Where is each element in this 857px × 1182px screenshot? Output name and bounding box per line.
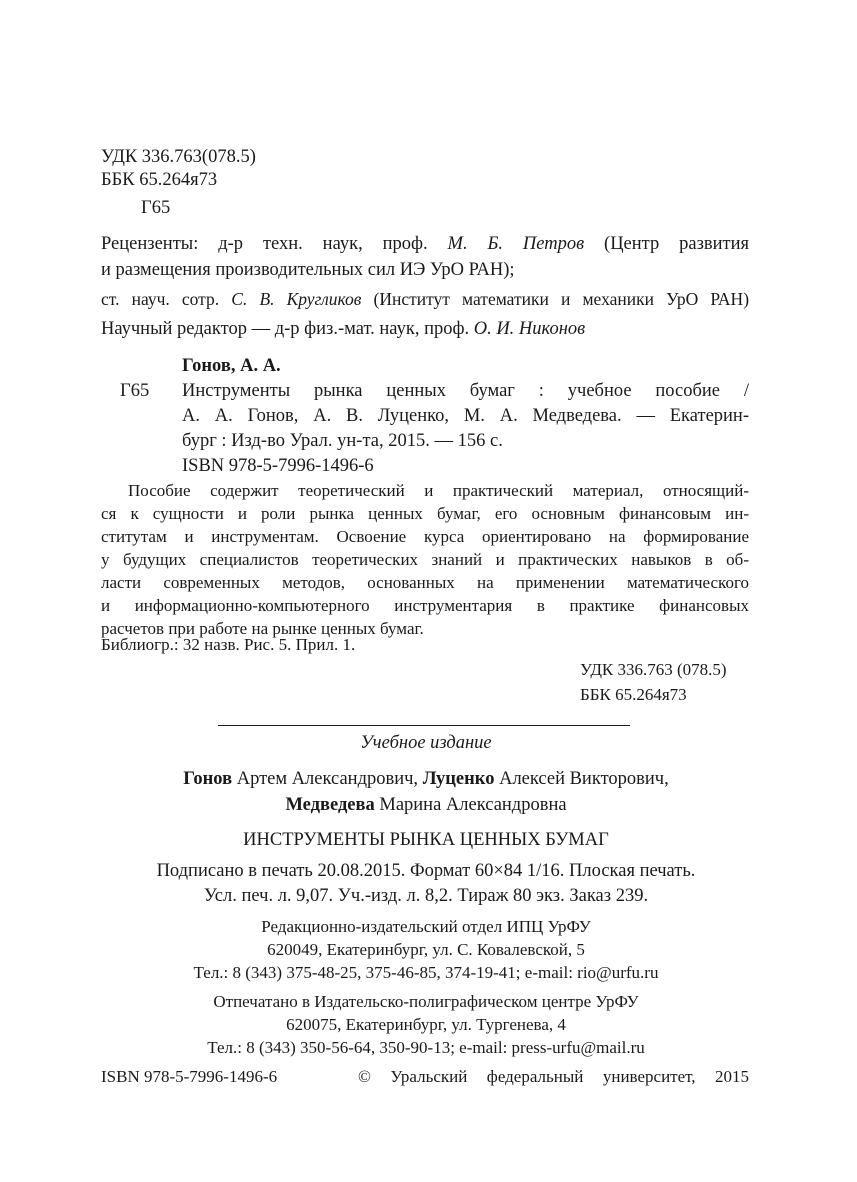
author-1-surname: Гонов xyxy=(183,769,233,789)
udk-code-right: УДК 336.763 (078.5) xyxy=(580,660,727,679)
author-mark: Г65 xyxy=(141,198,171,218)
footer-copyright: © Уральский федеральный университет, 2015 xyxy=(358,1067,749,1086)
book-title: ИНСТРУМЕНТЫ РЫНКА ЦЕННЫХ БУМАГ xyxy=(243,830,609,850)
printer-line-1: Отпечатано в Издательско-полиграфическом центре УрФУ xyxy=(213,992,639,1011)
entry-author: Гонов, А. А. xyxy=(182,356,281,376)
publisher-line-2: 620049, Екатеринбург, ул. С. Ковалевской, 5 xyxy=(267,940,585,959)
abstract-line-7: расчетов при работе на рынке ценных бумаг. xyxy=(101,619,424,638)
reviewers-line-1: Рецензенты: д-р техн. наук, проф. М. Б. Петров (Центр развития xyxy=(101,234,750,254)
editor-name: О. И. Никонов xyxy=(473,319,586,339)
footer-isbn: ISBN 978-5-7996-1496-6 xyxy=(101,1067,278,1086)
printer-line-2: 620075, Екатеринбург, ул. Тургенева, 4 xyxy=(286,1015,566,1034)
bbk-code-right: ББК 65.264я73 xyxy=(580,685,687,704)
udk-code: УДК 336.763(078.5) xyxy=(101,147,256,167)
authors-line-1: Гонов Артем Александрович, Луценко Алексей Викторович, xyxy=(183,769,669,789)
entry-title-line-3: бург : Изд-во Урал. ун-та, 2015. — 156 с. xyxy=(182,431,503,451)
reviewer-name-1: М. Б. Петров xyxy=(447,234,585,254)
bibliography-note: Библиогр.: 32 назв. Рис. 5. Прил. 1. xyxy=(101,635,356,654)
abstract-line-3: ститутам и инструментам. Освоение курса ориентировано на формирование xyxy=(101,527,749,546)
divider-rule xyxy=(218,725,630,726)
print-info-line-2: Усл. печ. л. 9,07. Уч.-изд. л. 8,2. Тираж 80 экз. Заказ 239. xyxy=(203,886,649,906)
reviewers-line-3: ст. науч. сотр. С. В. Кругликов (Институт математики и механики УрО РАН) xyxy=(101,289,750,309)
scientific-editor: Научный редактор — д-р физ.-мат. наук, проф. О. И. Никонов xyxy=(101,319,586,339)
author-3-surname: Медведева xyxy=(285,795,375,815)
entry-title-line-2: А. А. Гонов, А. В. Луценко, М. А. Медведева. — Екатерин- xyxy=(182,406,749,426)
publisher-line-3: Тел.: 8 (343) 375-48-25, 375-46-85, 374-19-41; e-mail: rio@urfu.ru xyxy=(193,963,659,982)
bbk-code: ББК 65.264я73 xyxy=(101,170,218,190)
abstract-line-5: ласти современных методов, основанных на применении математического xyxy=(101,573,749,592)
abstract-line-1: Пособие содержит теоретический и практический материал, относящий- xyxy=(128,481,749,500)
abstract-line-2: ся к сущности и роли рынка ценных бумаг, его основным финансовым ин- xyxy=(101,504,749,523)
authors-line-2: Медведева Марина Александровна xyxy=(285,795,567,815)
print-info-line-1: Подписано в печать 20.08.2015. Формат 60×84 1/16. Плоская печать. xyxy=(156,861,696,881)
reviewer-name-2: С. В. Кругликов xyxy=(231,289,362,309)
edition-type: Учебное издание xyxy=(360,733,492,753)
entry-title-line-1: Инструменты рынка ценных бумаг : учебное пособие / xyxy=(182,381,749,401)
reviewers-line-2: и размещения производительных сил ИЭ УрО РАН); xyxy=(101,260,515,280)
publisher-line-1: Редакционно-издательский отдел ИПЦ УрФУ xyxy=(261,917,591,936)
abstract-line-4: у будущих специалистов теоретических знаний и практических навыков в об- xyxy=(101,550,749,569)
entry-code: Г65 xyxy=(120,381,150,401)
printer-line-3: Тел.: 8 (343) 350-56-64, 350-90-13; e-mail: press-urfu@mail.ru xyxy=(207,1038,645,1057)
abstract-line-6: и информационно-компьютерного инструментария в практике финансовых xyxy=(101,596,749,615)
entry-isbn: ISBN 978-5-7996-1496-6 xyxy=(182,456,374,476)
author-2-surname: Луценко xyxy=(422,769,495,789)
